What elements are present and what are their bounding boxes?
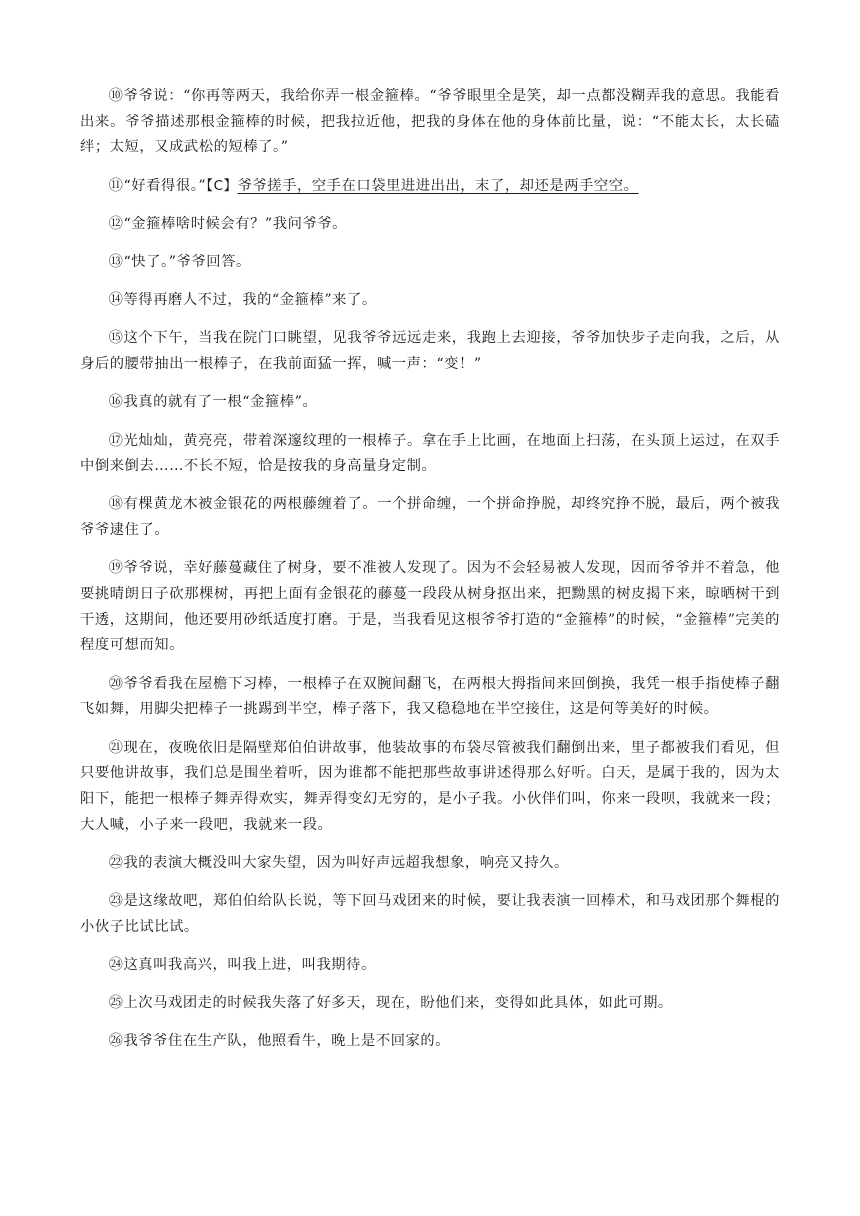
question-label-c: 【C】 bbox=[206, 177, 238, 194]
paragraph-text: 现在，夜晚依旧是隔壁郑伯伯讲故事，他装故事的布袋尽管被我们翻倒出来，里子都被我们看见，但只要他讲故事，我们总是围坐着听，因为谁都不能把那些故事讲述得那么好听。白天，是属于我的，因为太阳下，能把一根棒子舞弄得欢实，舞弄得变幻无穷的，是小子我。小伙伴们叫，你来一段呗，我就来一段；大人喊，小子来一段吧，我就来一段。 bbox=[80, 739, 780, 833]
paragraph-24 bbox=[80, 953, 780, 979]
paragraph-text: “好看得很。” bbox=[123, 177, 207, 194]
underlined-sentence: 爷爷搓手，空手在口袋里进进出出，末了，却还是两手空空。 bbox=[237, 177, 639, 194]
paragraph-text: 上次马戏团走的时候我失落了好多天，现在，盼他们来，变得如此具体，如此可期。 bbox=[123, 995, 673, 1012]
paragraph-number: ㉖ bbox=[108, 1033, 124, 1050]
paragraph-number: ⑱ bbox=[108, 496, 124, 513]
paragraph-number: ⑯ bbox=[108, 394, 124, 411]
paragraph-number: ⑭ bbox=[108, 292, 124, 309]
article-body bbox=[80, 84, 780, 1068]
paragraph-text: 有棵黄龙木被金银花的两根藤缠着了。一个拼命缠，一个拼命挣脱，却终究挣不脱，最后，两个被我爷爷逮住了。 bbox=[80, 496, 780, 539]
paragraph-21 bbox=[80, 736, 780, 839]
paragraph-number: ㉔ bbox=[108, 956, 124, 973]
paragraph-text: 爷爷看我在屋檐下习棒，一根棒子在双腕间翻飞，在两根大拇指间来回倒换，我凭一根手指使棒子翻飞如舞，用脚尖把棒子一挑踢到半空，棒子落下，我又稳稳地在半空接住，这是何等美好的时候。 bbox=[80, 675, 780, 718]
paragraph-number: ⑮ bbox=[108, 330, 124, 347]
paragraph-11 bbox=[80, 174, 780, 200]
paragraph-text: 等得再磨人不过，我的“金箍棒”来了。 bbox=[123, 292, 377, 309]
paragraph-number: ⑲ bbox=[108, 560, 124, 577]
paragraph-15 bbox=[80, 326, 780, 377]
paragraph-18 bbox=[80, 492, 780, 543]
paragraph-text: “快了。”爷爷回答。 bbox=[123, 254, 251, 271]
paragraph-10 bbox=[80, 84, 780, 161]
paragraph-text: 我的表演大概没叫大家失望，因为叫好声远超我想象，响亮又持久。 bbox=[123, 854, 569, 871]
paragraph-number: ㉒ bbox=[108, 854, 124, 871]
paragraph-text: 这真叫我高兴，叫我上进，叫我期待。 bbox=[123, 956, 376, 973]
paragraph-text: 这个下午，当我在院门口眺望，见我爷爷远远走来，我跑上去迎接，爷爷加快步子走向我，之后，从身后的腰带抽出一根棒子，在我前面猛一挥，喊一声：“变！” bbox=[80, 330, 780, 373]
paragraph-text: 是这缘故吧，郑伯伯给队长说，等下回马戏团来的时候，要让我表演一回棒术，和马戏团那个舞棍的小伙子比试比试。 bbox=[80, 893, 780, 935]
paragraph-number: ⑫ bbox=[108, 215, 124, 232]
paragraph-number: ㉑ bbox=[108, 739, 124, 756]
paragraph-number: ㉕ bbox=[108, 995, 124, 1012]
paragraph-text: 我爷爷住在生产队，他照看牛，晚上是不回家的。 bbox=[123, 1033, 451, 1050]
paragraph-25 bbox=[80, 991, 780, 1017]
paragraph-23 bbox=[80, 889, 780, 940]
paragraph-19 bbox=[80, 556, 780, 659]
paragraph-20 bbox=[80, 672, 780, 723]
paragraph-number: ㉓ bbox=[108, 893, 124, 910]
paragraph-number: ⑰ bbox=[108, 432, 124, 449]
paragraph-text: “金箍棒啥时候会有？”我问爷爷。 bbox=[123, 215, 348, 232]
paragraph-13 bbox=[80, 250, 780, 276]
paragraph-text: 我真的就有了一根“金箍棒”。 bbox=[123, 394, 318, 411]
paragraph-number: ⑳ bbox=[108, 675, 124, 692]
paragraph-text: 光灿灿，黄亮亮，带着深邃纹理的一根棒子。拿在手上比画，在地面上扫荡，在头顶上运过，在双手中倒来倒去……不长不短，恰是按我的身高量身定制。 bbox=[80, 432, 780, 475]
paragraph-number: ⑩ bbox=[108, 88, 124, 104]
paragraph-26 bbox=[80, 1029, 780, 1055]
paragraph-14 bbox=[80, 288, 780, 314]
paragraph-text: 爷爷说，幸好藤蔓藏住了树身，要不准被人发现了。因为不会轻易被人发现，因而爷爷并不着急，他要挑晴朗日子砍那棵树，再把上面有金银花的藤蔓一段段从树身抠出来，把黝黑的树皮揭下来，晾晒树干到干透，这期间，他还要用砂纸适度打磨。于是，当我看见这根爷爷打造的“金箍棒”的时候，“金箍棒”完美的程度可想而知。 bbox=[80, 560, 780, 654]
paragraph-number: ⑬ bbox=[108, 254, 124, 271]
paragraph-16 bbox=[80, 390, 780, 416]
paragraph-number: ⑪ bbox=[108, 177, 124, 194]
paragraph-12 bbox=[80, 212, 780, 238]
paragraph-17 bbox=[80, 429, 780, 480]
paragraph-text: 爷爷说：“你再等两天，我给你弄一根金箍棒。“爷爷眼里全是笑，却一点都没糊弄我的意思。我能看出来。爷爷描述那根金箍棒的时候，把我拉近他，把我的身体在他的身体前比量，说：“不能太长，太长磕绊；太短，又成武松的短棒了。” bbox=[80, 88, 780, 156]
paragraph-22 bbox=[80, 851, 780, 877]
